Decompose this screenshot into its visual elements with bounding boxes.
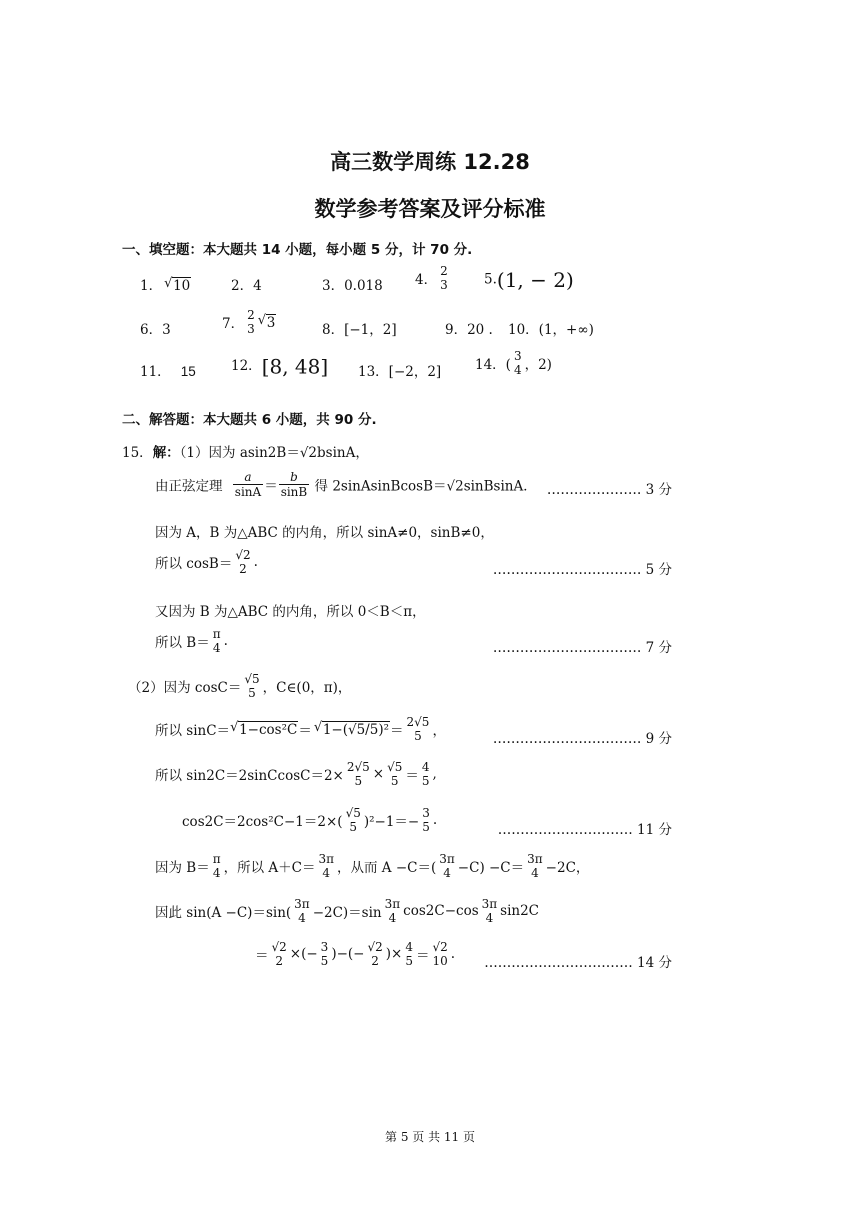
answer-1: 1．√ 10	[140, 274, 191, 294]
answer-3: 3．0.018	[322, 278, 383, 294]
problem-15-line-7: （2）因为 cosC＝ √5 5 ，C∈(0，π)，	[128, 672, 352, 700]
answer-11: 11． 15	[140, 364, 196, 380]
score-9: …………………………… 9 分	[492, 731, 672, 747]
answer-12: 12．[8, 48]	[231, 354, 329, 379]
answer-4: 4． 2 3	[415, 264, 448, 292]
page-subtitle: 数学参考答案及评分标准	[314, 197, 546, 221]
problem-15-line-13: ＝ √2 2 ×(− 3 5 )−(− √2 2 )× 4 5 ＝ √2 10 .	[255, 940, 456, 968]
answer-2: 2．4	[231, 278, 262, 294]
answer-13: 13．[−2，2]	[358, 364, 442, 380]
answer-8: 8．[−1，2]	[322, 322, 397, 338]
problem-15-line-8: 所以 sinC＝√ 1−cos²C＝√ 1−(√5/5)²＝ 2√5 5 ，	[155, 715, 446, 743]
answer-9: 9．20 .	[445, 322, 493, 338]
answer-7: 7． 2 3 √ 3	[222, 308, 276, 336]
score-3: ………………… 3 分	[546, 482, 672, 498]
problem-15-line-1: 15．解：（1）因为 asin2B＝√2bsinA，	[122, 445, 369, 461]
score-7: …………………………… 7 分	[492, 640, 672, 656]
problem-15-line-12: 因此 sin(A −C)＝sin( 3π 4 −2C)＝sin 3π 4 cos2C−cos 3π 4 sin2C	[155, 897, 540, 925]
problem-15-line-9: 所以 sin2C＝2sinCcosC＝2× 2√5 5 × √5 5 ＝ 4 5 ,	[155, 760, 437, 788]
problem-15-line-4: 所以 cosB＝ √2 2 .	[155, 548, 258, 576]
score-11: ………………………… 11 分	[497, 822, 672, 838]
problem-15-line-6: 所以 B＝ π 4 .	[155, 627, 228, 655]
problem-15-line-5: 又因为 B 为△ABC 的内角，所以 0＜B＜π，	[155, 604, 426, 620]
answer-6: 6．3	[140, 322, 171, 338]
problem-15-line-3: 因为 A，B 为△ABC 的内角，所以 sinA≠0，sinB≠0，	[155, 525, 494, 541]
problem-15-line-11: 因为 B＝ π 4 ，所以 A＋C＝ 3π 4 ，从而 A −C＝( 3π 4 −C) −C＝ 3π 4 −2C，	[155, 852, 590, 880]
answer-10: 10．(1，+∞)	[508, 322, 594, 338]
section-solve-heading: 二、解答题：本大题共 6 小题，共 90 分.	[122, 412, 377, 428]
answer-5: 5.(1, − 2)	[484, 268, 574, 292]
score-14: …………………………… 14 分	[484, 955, 672, 971]
page-title: 高三数学周练 12.28	[330, 150, 530, 174]
section-fill-heading: 一、填空题：本大题共 14 小题，每小题 5 分，计 70 分.	[122, 242, 473, 258]
problem-15-line-2: 由正弦定理 $\frac{a}{\sin A}$ ＝ $\frac{b}{\sin B}$ 得 2sinAsinBcosB＝√2sinBsinA．	[155, 470, 537, 499]
page-footer: 第 5 页 共 11 页	[385, 1130, 475, 1144]
answer-14: 14．( 3 4 ，2)	[475, 349, 552, 377]
problem-15-line-10: cos2C＝2cos²C−1＝2×( √5 5 )²−1＝− 3 5 .	[182, 806, 438, 834]
score-5: …………………………… 5 分	[492, 562, 672, 578]
